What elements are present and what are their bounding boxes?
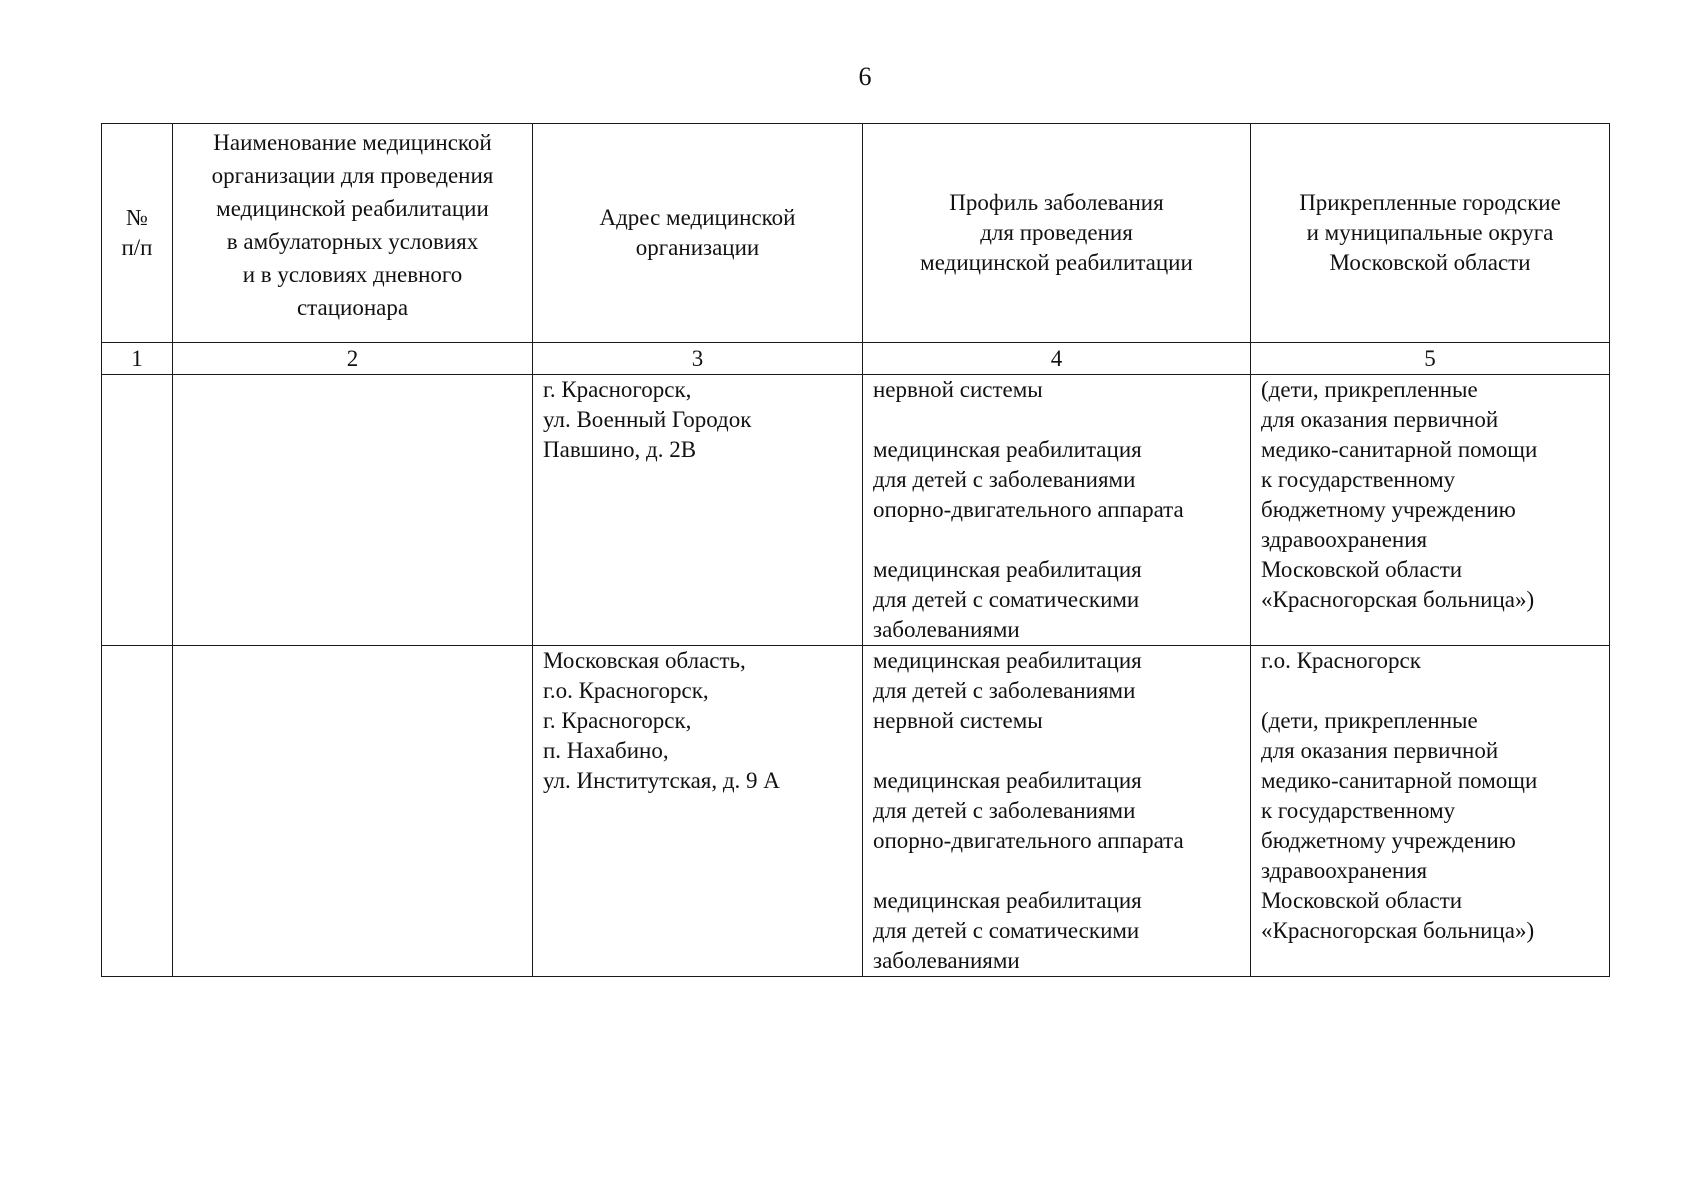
address-line: Московская область, — [543, 648, 746, 673]
header-num — [102, 124, 173, 343]
profile-line: опорно-двигательного аппарата — [873, 497, 1184, 522]
cell-address — [533, 375, 863, 646]
header-text: медицинской реабилитации — [920, 250, 1193, 275]
header-text: п/п — [121, 235, 153, 260]
cell-org — [173, 375, 533, 646]
header-text: и в условиях дневного — [242, 262, 463, 287]
header-text: для проведения — [980, 220, 1133, 245]
cell-profile — [863, 375, 1251, 646]
profile-line: нервной системы — [873, 377, 1043, 402]
column-number: 5 — [1251, 343, 1610, 375]
districts-line: Московской области — [1261, 888, 1463, 913]
districts-line: медико-санитарной помощи — [1261, 768, 1538, 793]
profile-line: медицинская реабилитация — [873, 888, 1142, 913]
column-number-row — [102, 343, 1610, 375]
address-line: п. Нахабино, — [543, 738, 669, 763]
header-text: и муниципальные округа — [1306, 220, 1554, 245]
rehabilitation-table — [101, 123, 1610, 977]
districts-line: здравоохранения — [1261, 858, 1428, 883]
header-districts — [1251, 124, 1610, 343]
districts-line: (дети, прикрепленные — [1261, 377, 1478, 402]
districts-line: здравоохранения — [1261, 527, 1428, 552]
districts-line: к государственному — [1261, 467, 1456, 492]
address-line: г. Красногорск, — [543, 377, 692, 402]
header-text: № — [126, 205, 148, 230]
profile-line: заболеваниями — [873, 948, 1020, 973]
districts-line: бюджетному учреждению — [1261, 497, 1516, 522]
header-org — [173, 124, 533, 343]
profile-line: для детей с заболеваниями — [873, 467, 1136, 492]
profile-line: нервной системы — [873, 708, 1043, 733]
column-number: 3 — [533, 343, 863, 375]
cell-profile — [863, 646, 1251, 977]
header-text: в амбулаторных условиях — [226, 229, 479, 254]
header-profile — [863, 124, 1251, 343]
header-address — [533, 124, 863, 343]
table-row — [102, 646, 1610, 977]
address-line: г. Красногорск, — [543, 708, 692, 733]
districts-line: для оказания первичной — [1261, 407, 1499, 432]
cell-districts — [1251, 375, 1610, 646]
districts-line: (дети, прикрепленные — [1261, 708, 1478, 733]
profile-line: опорно-двигательного аппарата — [873, 828, 1184, 853]
districts-line: медико-санитарной помощи — [1261, 437, 1538, 462]
cell-num — [102, 646, 173, 977]
header-text: Прикрепленные городские — [1299, 190, 1561, 215]
header-text: организации для проведения — [211, 163, 494, 188]
header-text: Наименование медицинской — [213, 130, 492, 155]
profile-line: медицинская реабилитация — [873, 768, 1142, 793]
districts-line: для оказания первичной — [1261, 738, 1499, 763]
header-text: Московской области — [1329, 250, 1531, 275]
cell-address — [533, 646, 863, 977]
profile-line: для детей с соматическими — [873, 587, 1140, 612]
profile-line: медицинская реабилитация — [873, 648, 1142, 673]
header-text: организации — [635, 235, 760, 260]
column-number: 1 — [102, 343, 173, 375]
profile-line: для детей с заболеваниями — [873, 678, 1136, 703]
table-header-row — [102, 124, 1610, 343]
page-number: 6 — [858, 62, 872, 91]
districts-line: к государственному — [1261, 798, 1456, 823]
profile-line: для детей с соматическими — [873, 918, 1140, 943]
column-number: 2 — [173, 343, 533, 375]
profile-line: заболеваниями — [873, 617, 1020, 642]
districts-line: бюджетному учреждению — [1261, 828, 1516, 853]
profile-line: медицинская реабилитация — [873, 557, 1142, 582]
header-text: Адрес медицинской — [599, 205, 796, 230]
address-line: г.о. Красногорск, — [543, 678, 709, 703]
address-line: ул. Военный Городок — [543, 407, 752, 432]
districts-line: «Красногорская больница») — [1261, 918, 1535, 943]
profile-line: для детей с заболеваниями — [873, 798, 1136, 823]
districts-line: Московской области — [1261, 557, 1463, 582]
cell-org — [173, 646, 533, 977]
cell-num — [102, 375, 173, 646]
address-line: Павшино, д. 2В — [543, 437, 697, 462]
header-text: стационара — [296, 295, 409, 320]
address-line: ул. Институтская, д. 9 А — [543, 768, 780, 793]
column-number: 4 — [863, 343, 1251, 375]
table-row — [102, 375, 1610, 646]
districts-line: «Красногорская больница») — [1261, 587, 1535, 612]
profile-line: медицинская реабилитация — [873, 437, 1142, 462]
header-text: Профиль заболевания — [949, 190, 1164, 215]
districts-title: г.о. Красногорск — [1261, 648, 1421, 673]
header-text: медицинской реабилитации — [216, 196, 489, 221]
cell-districts — [1251, 646, 1610, 977]
